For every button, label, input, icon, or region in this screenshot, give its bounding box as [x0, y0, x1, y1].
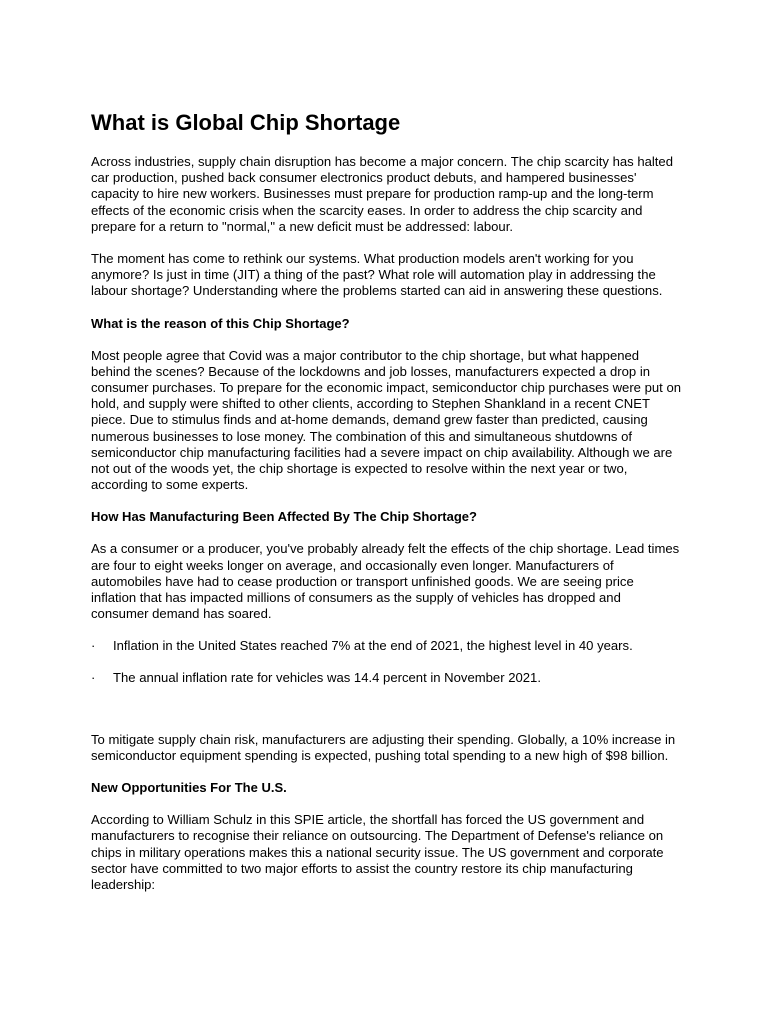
bullet-text: Inflation in the United States reached 7% at the end of 2021, the highest level in 40 years. — [113, 638, 633, 654]
bullet-text: The annual inflation rate for vehicles was 14.4 percent in November 2021. — [113, 669, 541, 685]
bullet-item — [91, 638, 681, 654]
section-heading-opportunities: New Opportunities For The U.S. — [91, 780, 287, 796]
bullet-item — [91, 670, 681, 686]
document-title: What is Global Chip Shortage — [91, 110, 401, 135]
bullet-marker: · — [91, 638, 96, 654]
section-closing-manufacturing: To mitigate supply chain risk, manufacturers are adjusting their spending. Globally, a 10% increase in semiconductor equipment spending is expected, pushing total spending to a new high of $98 billion. — [91, 731, 676, 764]
blank-line — [91, 701, 681, 732]
section-heading-manufacturing: How Has Manufacturing Been Affected By The Chip Shortage? — [91, 509, 477, 525]
document-page — [91, 108, 681, 909]
section-heading-reason: What is the reason of this Chip Shortage? — [91, 315, 350, 331]
section-paragraph-reason: Most people agree that Covid was a major contributor to the chip shortage, but what happened behind the scenes? Because of the lockdowns and job losses, manufacturers expected a drop in consumer purchases. To prepare for the economic impact, semiconductor chip purchases were put on hold, and supply were shifted to other clients, according to Stephen Shankland in a recent CNET piece. Due to stimulus finds and at-home demands, demand grew faster than predicted, causing numerous businesses to lose money. The combination of this and simultaneous shutdowns of semiconductor chip manufacturing facilities had a severe impact on chip availability. Although we are not out of the woods yet, the chip shortage is expected to resolve within the next year or two, according to some experts. — [91, 347, 682, 493]
bullet-marker: · — [91, 669, 96, 685]
intro-paragraph-1: Across industries, supply chain disruption has become a major concern. The chip scarcity has halted car production, pushed back consumer electronics product debuts, and hampered businesses' capacity to hire new workers. Businesses must prepare for production ramp-up and the long-term effects of the economic crisis when the scarcity eases. In order to address the chip scarcity and prepare for a return to "normal," a new deficit must be addressed: labour. — [91, 154, 673, 234]
intro-paragraph-2: The moment has come to rethink our systems. What production models aren't working for you anymore? Is just in time (JIT) a thing of the past? What role will automation play in addressing the labour shortage? Understanding where the problems started can aid in answering these questions. — [91, 251, 663, 299]
section-paragraph-manufacturing: As a consumer or a producer, you've probably already felt the effects of the chip shortage. Lead times are four to eight weeks longer on average, and occasionally even longer. Manufacturers of automobiles have had to cease production or transport unfinished goods. We are seeing price inflation that has impacted millions of consumers as the supply of vehicles has dropped and consumer demand has soared. — [91, 541, 680, 622]
section-paragraph-opportunities: According to William Schulz in this SPIE article, the shortfall has forced the US government and manufacturers to recognise their reliance on outsourcing. The Department of Defense's reliance on chips in military operations makes this a national security issue. The US government and corporate sector have committed to two major efforts to assist the country restore its chip manufacturing leadership: — [91, 812, 664, 893]
